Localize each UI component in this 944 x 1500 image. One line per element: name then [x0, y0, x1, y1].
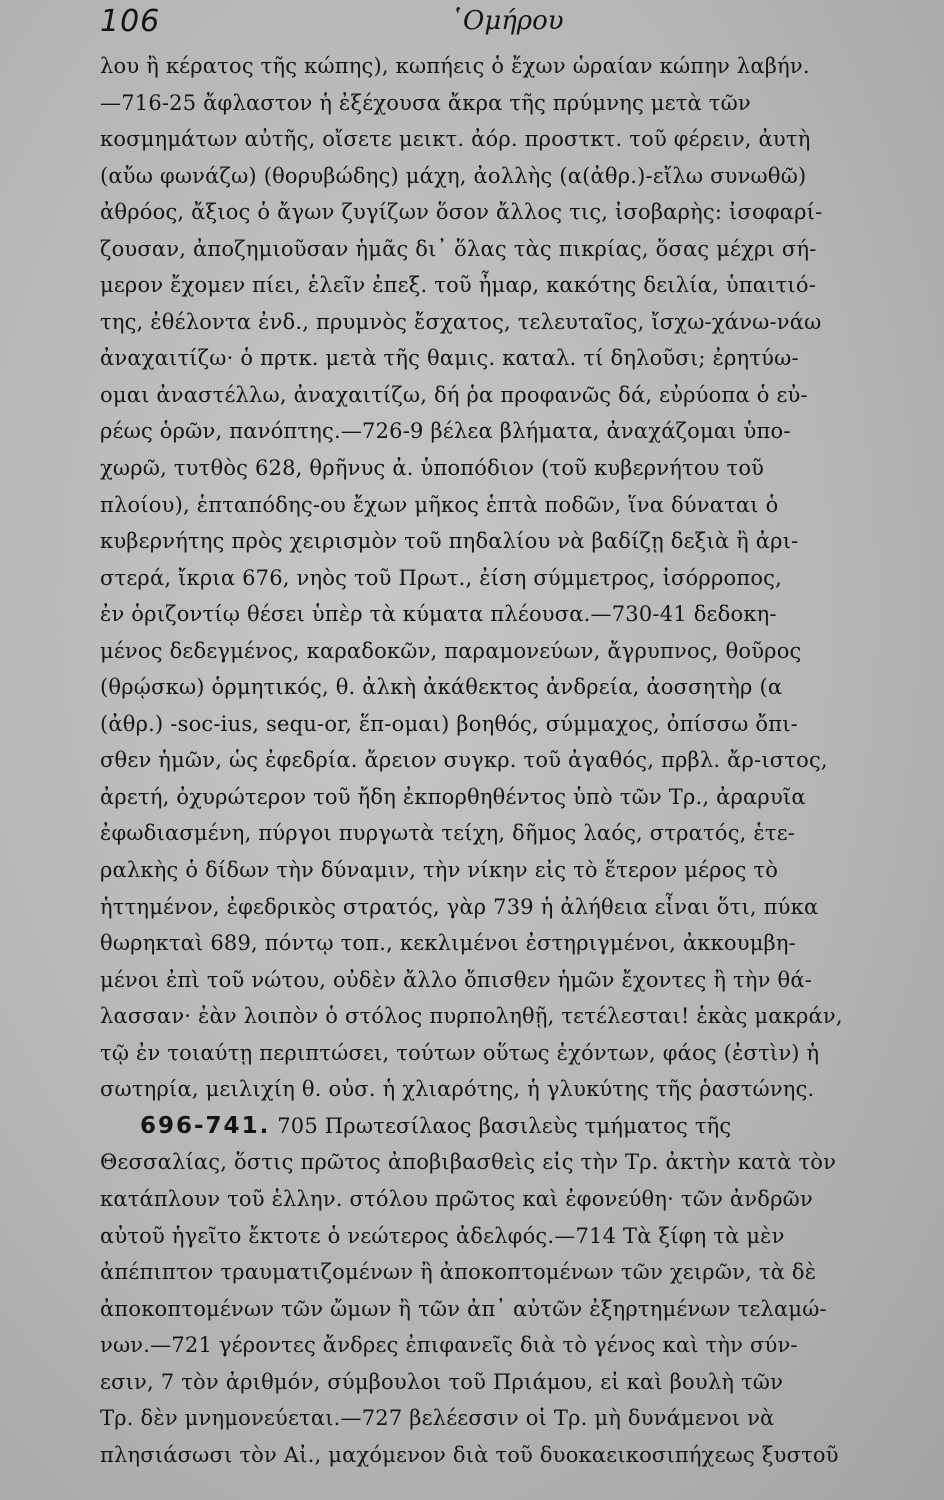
text-line: τῷ ἐν τοιαύτῃ περιπτώσει, τούτων οὕτως ἐχόντων, φάος (ἐστὶν) ἡ — [100, 1040, 820, 1065]
text-line: κυβερνήτης πρὸς χειρισμὸν τοῦ πηδαλίου νὰ βαδίζῃ δεξιὰ ἢ ἀρι- — [100, 529, 799, 554]
page-number: 106 — [100, 4, 161, 39]
text-line: αὐτοῦ ἡγεῖτο ἔκτοτε ὁ νεώτερος ἀδελφός.—714 Τὰ ξίφη τὰ μὲν — [100, 1223, 785, 1248]
text-line: λασσαν· ἐὰν λοιπὸν ὁ στόλος πυρποληθῇ, τετέλεσται! ἑκὰς μακράν, — [100, 1004, 843, 1029]
text-line: θωρηκταὶ 689, πόντῳ τοπ., κεκλιμένοι ἐστηριγμένοι, ἀκκουμβη- — [100, 931, 796, 956]
text-line: κοσμημάτων αὐτῆς, οἴσετε μεικτ. ἀόρ. προστκτ. τοῦ φέρειν, ἀυτὴ — [100, 127, 811, 152]
text-line: Θεσσαλίας, ὅστις πρῶτος ἀποβιβασθεὶς εἰς τὴν Τρ. ἀκτὴν κατὰ τὸν — [100, 1150, 837, 1175]
text-line: ἀποκοπτομένων τῶν ὤμων ἢ τῶν ἀπ᾽ αὐτῶν ἐξηρτημένων τελαμώ- — [100, 1296, 827, 1321]
section-number: 696-741. — [140, 1112, 271, 1139]
text-line: μερον ἔχομεν πίει, ἑλεῖν ἐπεξ. τοῦ ἦμαρ, κακότης δειλία, ὑπαιτιό- — [100, 273, 816, 298]
text-line: πλησιάσωσι τὸν Αἰ., μαχόμενον διὰ τοῦ δυοκαεικοσιπήχεως ξυστοῦ — [100, 1442, 839, 1467]
text-line: πλοίου), ἑπταπόδης-ου ἔχων μῆκος ἑπτὰ ποδῶν, ἵνα δύναται ὁ — [100, 492, 779, 517]
text-line: ομαι ἀναστέλλω, ἀναχαιτίζω, δή ῥα προφανῶς δά, εὐρύοπα ὁ εὐ- — [100, 382, 808, 407]
text-line: ἀρετή, ὀχυρώτερον τοῦ ἤδη ἐκπορθηθέντος ὑπὸ τῶν Τρ., ἀραρυῖα — [100, 784, 806, 809]
text-line: ἀθρόος, ἄξιος ὁ ἄγων ζυγίζων ὅσον ἄλλος τις, ἰσοβαρὴς: ἰσοφαρί- — [100, 200, 823, 225]
notes-block — [100, 48, 918, 1108]
text-line: ἡττημένον, ἐφεδρικὸς στρατός, γὰρ 739 ἡ ἀλήθεια εἶναι ὅτι, πύκα — [100, 894, 819, 919]
text-line: ζουσαν, ἀποζημιοῦσαν ἡμᾶς δι᾽ ὅλας τὰς πικρίας, ὅσας μέχρι σή- — [100, 236, 817, 261]
text-line: ἀπέπιπτον τραυματιζομένων ἢ ἀποκοπτομένων τῶν χειρῶν, τὰ δὲ — [100, 1260, 817, 1285]
text-line: στερά, ἴκρια 676, νηὸς τοῦ Πρωτ., ἐίση σύμμετρος, ἰσόρροπος, — [100, 565, 783, 590]
running-head: ῾Ομήρου — [450, 6, 564, 36]
text-line: ρέως ὁρῶν, πανόπτης.—726-9 βέλεα βλήματα, ἀναχάζομαι ὑπο- — [100, 419, 791, 444]
text-line: εσιν, 7 τὸν ἀριθμόν, σύμβουλοι τοῦ Πριάμου, εἰ καὶ βουλὴ τῶν — [100, 1369, 784, 1394]
page-header — [100, 4, 914, 44]
section-first-line — [100, 1108, 918, 1145]
text-line: (αὔω φωνάζω) (θορυβώδης) μάχη, ἀολλὴς (α(ἀθρ.)-εἴλω συνωθῶ) — [100, 163, 807, 188]
text-line: νων.—721 γέροντες ἄνδρες ἐπιφανεῖς διὰ τὸ γένος καὶ τὴν σύν- — [100, 1333, 798, 1358]
text-line: της, ἐθέλοντα ἐνδ., πρυμνὸς ἔσχατος, τελευταῖος, ἴσχω-χάνω-νάω — [100, 309, 822, 334]
text-line: σθεν ἡμῶν, ὡς ἐφεδρία. ἄρειον συγκρ. τοῦ ἀγαθός, πρβλ. ἄρ-ιστος, — [100, 748, 828, 773]
text-line: 705 Πρωτεσίλαος βασιλεὺς τμήματος τῆς — [277, 1113, 732, 1138]
text-line: κατάπλουν τοῦ ἑλλην. στόλου πρῶτος καὶ ἐφονεύθη· τῶν ἀνδρῶν — [100, 1186, 813, 1211]
text-line: ἀναχαιτίζω· ὁ πρτκ. μετὰ τῆς θαμις. καταλ. τί δηλοῦσι; ἐρητύω- — [100, 346, 799, 371]
text-line: μένος δεδεγμένος, καραδοκῶν, παραμονεύων, ἄγρυπνος, θοῦρος — [100, 638, 802, 663]
text-line: ραλκὴς ὁ δίδων τὴν δύναμιν, τὴν νίκην εἰς τὸ ἕτερον μέρος τὸ — [100, 858, 779, 883]
text-line: χωρῶ, τυτθὸς 628, θρῆνυς ἀ. ὑποπόδιον (τοῦ κυβερνήτου τοῦ — [100, 456, 765, 481]
text-line: λου ἢ κέρατος τῆς κώπης), κωπήεις ὁ ἔχων ὡραίαν κώπην λαβήν. — [100, 54, 810, 78]
text-line: ἐν ὁριζοντίῳ θέσει ὑπὲρ τὰ κύματα πλέουσα.—730-41 δεδοκη- — [100, 602, 777, 627]
text-line: Τρ. δὲν μνημονεύεται.—727 βελέεσσιν οἱ Τρ. μὴ δυνάμενοι νὰ — [100, 1406, 775, 1431]
page-body — [100, 48, 918, 1473]
text-line: (ἀθρ.) -soc-ius, sequ-or, ἕπ-ομαι) βοηθός, σύμμαχος, ὀπίσσω ὄπι- — [100, 711, 798, 736]
text-line: —716-25 ἄφλαστον ἡ ἐξέχουσα ἄκρα τῆς πρύμνης μετὰ τῶν — [100, 90, 751, 115]
text-line: (θρῴσκω) ὁρμητικός, θ. ἀλκὴ ἀκάθεκτος ἀνδρεία, ἀοσσητὴρ (α — [100, 675, 783, 700]
section-block — [100, 1108, 918, 1473]
text-line: σωτηρία, μειλιχίη θ. οὐσ. ἡ χλιαρότης, ἡ γλυκύτης τῆς ῥαστώνης. — [100, 1077, 815, 1102]
text-line: μένοι ἐπὶ τοῦ νώτου, οὐδὲν ἄλλο ὄπισθεν ἡμῶν ἔχοντες ἢ τὴν θά- — [100, 967, 813, 992]
text-line: ἐφωδιασμένη, πύργοι πυργωτὰ τείχη, δῆμος λαός, στρατός, ἑτε- — [100, 821, 796, 846]
